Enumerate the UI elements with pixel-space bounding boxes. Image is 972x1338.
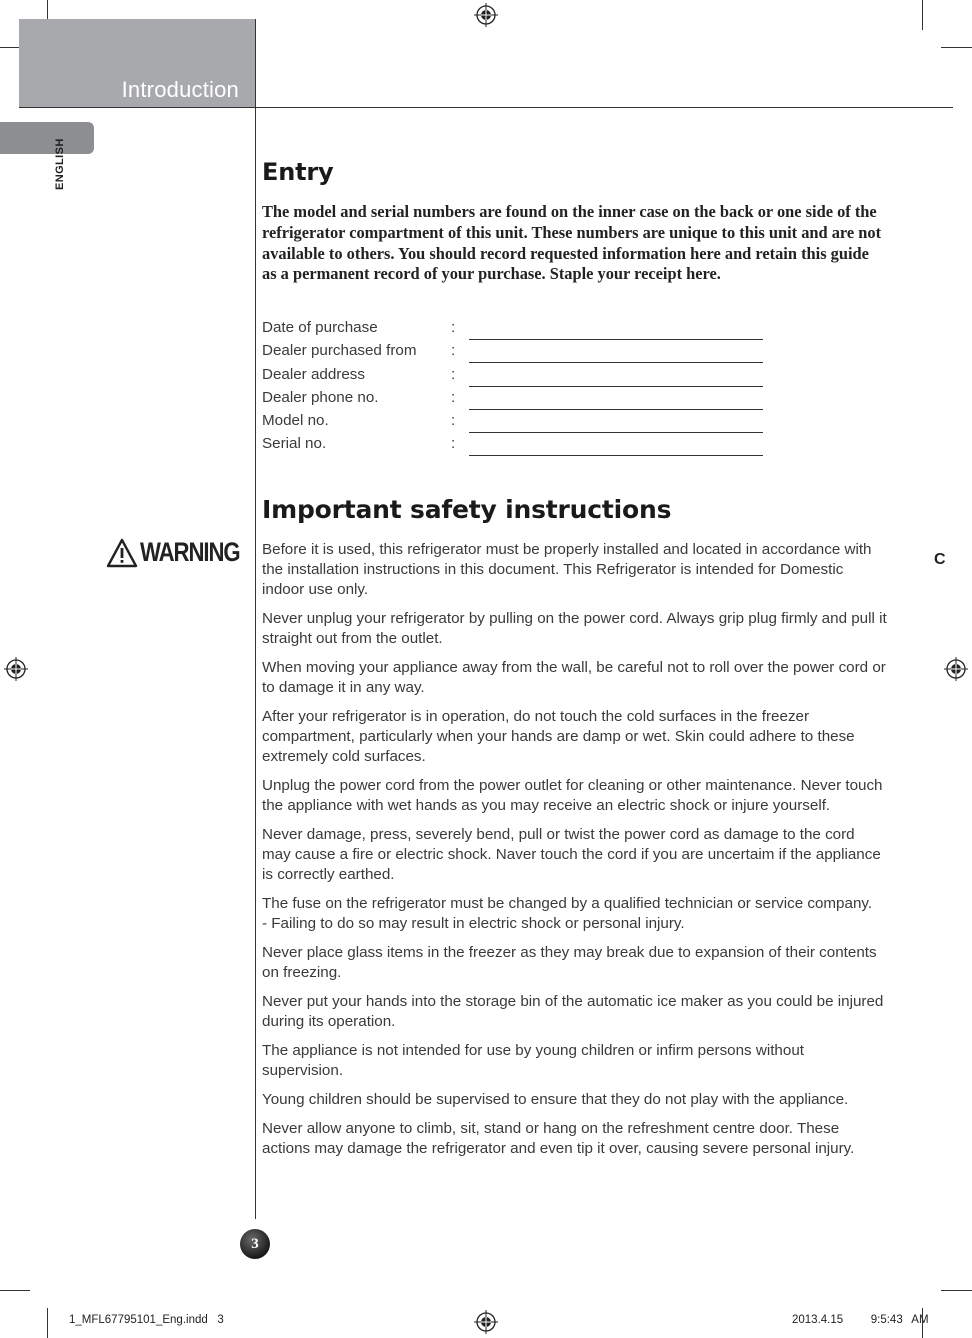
header-divider xyxy=(19,107,953,108)
form-blank-line xyxy=(469,432,763,433)
safety-paragraph: Never damage, press, severely bend, pull or twist the power cord as damage to the cord may cause a fire or electric shock. Naver touch the cord if you are uncertaim if the appliance is correctly earthed. xyxy=(262,826,881,883)
form-colon: : xyxy=(451,342,456,360)
form-colon: : xyxy=(451,319,456,336)
form-blank-line xyxy=(469,455,763,456)
safety-paragraph: Never unplug your refrigerator by pulling on the power cord. Always grip plug firmly and pull it straight out from the outlet. xyxy=(262,610,887,647)
safety-paragraph: Never allow anyone to climb, sit, stand or hang on the refreshment centre door. These actions may damage the refrigerator and even tip it over, causing severe personal injury. xyxy=(262,1120,855,1157)
form-row-model xyxy=(262,412,782,435)
column-divider xyxy=(255,19,256,1219)
form-blank-line xyxy=(469,386,763,387)
crop-mark xyxy=(0,47,19,48)
safety-paragraph: Never put your hands into the storage bin of the automatic ice maker as you could be injured during its operation. xyxy=(262,993,884,1030)
entry-intro-text: The model and serial numbers are found on the inner case on the back or one side of the refrigerator compartment of this unit. These numbers are unique to this unit and are not available to others. You should record requested information here and retain this guide as a permanent record of your purchase. Staple your receipt here. xyxy=(262,202,882,284)
form-row-date xyxy=(262,319,782,342)
crop-mark xyxy=(47,0,48,19)
form-blank-line xyxy=(469,362,763,363)
safety-paragraph: After your refrigerator is in operation, do not touch the cold surfaces in the freezer compartment, particularly when your hands are damp or wet. Skin could adhere to these extremely cold surfaces. xyxy=(262,708,855,765)
footer-timestamp: 2013.4.15 9:5:43 AM xyxy=(792,1314,929,1326)
safety-paragraph: The fuse on the refrigerator must be changed by a qualified technician or service company. - Failing to do so may result in electric shock or personal injury. xyxy=(262,895,873,932)
form-row-address xyxy=(262,366,782,389)
form-blank-line xyxy=(469,409,763,410)
warning-badge xyxy=(106,537,261,568)
form-blank-line xyxy=(469,339,763,340)
registration-mark-icon xyxy=(474,1310,498,1334)
safety-paragraph: When moving your appliance away from the wall, be careful not to roll over the power cord or to damage it in any way. xyxy=(262,659,886,696)
footer-filename: 1_MFL67795101_Eng.indd 3 xyxy=(69,1314,224,1326)
form-label: Model no. xyxy=(262,412,329,430)
section-header-tab xyxy=(19,19,255,107)
form-row-serial xyxy=(262,435,782,458)
warning-triangle-icon xyxy=(106,538,138,568)
crop-mark xyxy=(922,0,923,30)
form-row-phone xyxy=(262,389,782,412)
crop-mark xyxy=(941,47,972,48)
safety-paragraph: Never place glass items in the freezer as they may break due to expansion of their contents on freezing. xyxy=(262,944,877,981)
registration-mark-icon xyxy=(944,657,968,681)
form-label: Dealer phone no. xyxy=(262,388,379,406)
registration-mark-icon xyxy=(4,657,28,681)
section-header-title: Introduction xyxy=(121,77,239,102)
safety-instructions-list xyxy=(262,540,887,1168)
form-row-dealer xyxy=(262,342,782,365)
registration-mark-icon xyxy=(474,3,498,27)
safety-paragraph: The appliance is not intended for use by young children or infirm persons without supervision. xyxy=(262,1042,804,1079)
form-colon: : xyxy=(451,435,456,453)
crop-mark xyxy=(941,1290,972,1291)
language-tab xyxy=(0,122,94,154)
purchase-record-form xyxy=(262,319,782,459)
form-label: Date of purchase xyxy=(262,319,378,336)
safety-paragraph: Before it is used, this refrigerator must be properly installed and located in accordance with the installation instructions in this document. This Refrigerator is intended for Domestic indoor use only. xyxy=(262,541,872,598)
safety-heading: Important safety instructions xyxy=(262,495,672,524)
safety-paragraph: Young children should be supervised to ensure that they do not play with the appliance. xyxy=(262,1091,849,1108)
warning-label: WARNING xyxy=(140,537,240,567)
crop-mark xyxy=(0,1290,30,1291)
form-label: Serial no. xyxy=(262,435,327,453)
form-label: Dealer address xyxy=(262,365,365,383)
safety-paragraph: Unplug the power cord from the power outlet for cleaning or other maintenance. Never touch the appliance with wet hands as you may receive an electric shock or injure yourself. xyxy=(262,777,883,814)
entry-heading: Entry xyxy=(262,158,334,186)
page-number-badge: 3 xyxy=(240,1229,270,1259)
crop-mark xyxy=(47,1308,48,1338)
margin-letter: C xyxy=(934,551,946,568)
language-label: ENGLISH xyxy=(54,138,66,190)
form-label: Dealer purchased from xyxy=(262,342,417,360)
form-colon: : xyxy=(451,388,456,406)
form-colon: : xyxy=(451,412,456,430)
form-colon: : xyxy=(451,365,456,383)
